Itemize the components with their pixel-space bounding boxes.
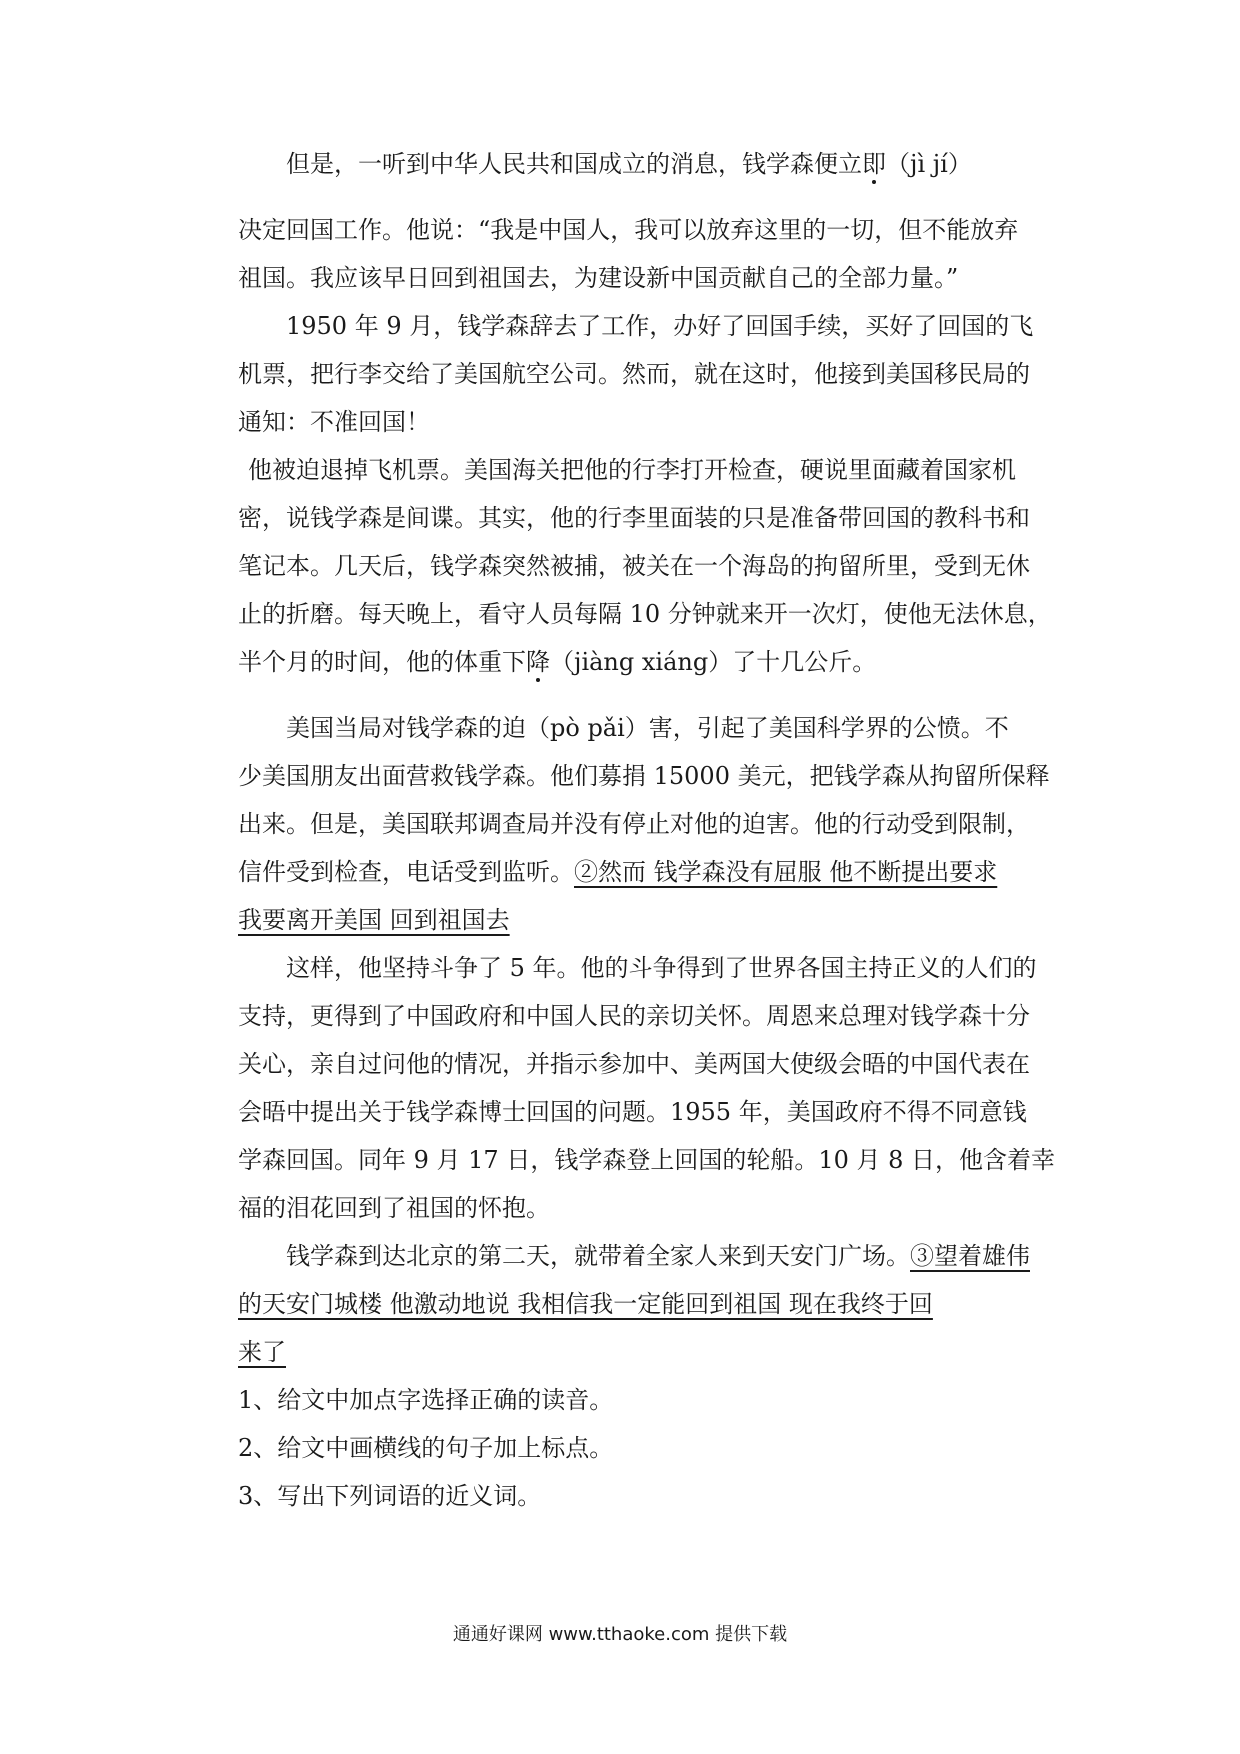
paragraph-1-line-3: 祖国。我应该早日回到祖国去，为建设新中国贡献自己的全部力量。”	[238, 264, 959, 292]
paragraph-2-line-1: 1950 年 9 月，钱学森辞去了工作，办好了回国手续，买好了回国的飞	[286, 312, 1034, 340]
paragraph-4-line-3: 出来。但是，美国联邦调查局并没有停止对他的迫害。他的行动受到限制，	[238, 810, 1030, 838]
paragraph-6-line-1: 钱学森到达北京的第二天，就带着全家人来到天安门广场。③望着雄伟	[286, 1242, 1030, 1270]
dotted-char: 即	[862, 150, 886, 178]
paragraph-5-line-2: 支持，更得到了中国政府和中国人民的亲切关怀。周恩来总理对钱学森十分	[238, 1002, 1030, 1030]
paragraph-5-line-1: 这样，他坚持斗争了 5 年。他的斗争得到了世界各国主持正义的人们的	[286, 954, 1037, 982]
paragraph-2-line-3: 通知：不准回国！	[238, 408, 430, 436]
page-footer: 通通好课网 www.tthaoke.com 提供下载	[452, 1624, 788, 1645]
underlined-sentence-3: ③望着雄伟	[910, 1242, 1030, 1270]
paragraph-4-line-5	[238, 896, 1048, 944]
paragraph-3-line-5: 半个月的时间，他的体重下降（jiàng xiáng）了十几公斤。	[238, 648, 877, 676]
question-2: 2、给文中画横线的句子加上标点。	[238, 1434, 614, 1462]
paragraph-5-line-3: 关心，亲自过问他的情况，并指示参加中、美两国大使级会晤的中国代表在	[238, 1050, 1030, 1078]
question-1: 1、给文中加点字选择正确的读音。	[238, 1386, 614, 1414]
dotted-char: 降	[526, 648, 550, 676]
paragraph-3-line-3: 笔记本。几天后，钱学森突然被捕，被关在一个海岛的拘留所里，受到无休	[238, 552, 1030, 580]
question-3: 3、写出下列词语的近义词。	[238, 1482, 542, 1510]
underlined-sentence-3-cont: 的天安门城楼 他激动地说 我相信我一定能回到祖国 现在我终于回	[238, 1290, 933, 1318]
paragraph-3-line-1: 他被迫退掉飞机票。美国海关把他的行李打开检查，硬说里面藏着国家机	[248, 456, 1016, 484]
paragraph-2-line-2: 机票，把行李交给了美国航空公司。然而，就在这时，他接到美国移民局的	[238, 360, 1030, 388]
paragraph-6-line-2	[238, 1280, 1048, 1328]
paragraph-1-line-1: 但是，一听到中华人民共和国成立的消息，钱学森便立即（jì jí）	[286, 150, 972, 178]
underlined-sentence-2-cont: 我要离开美国 回到祖国去	[238, 906, 510, 934]
underlined-sentence-2: ②然而 钱学森没有屈服 他不断提出要求	[574, 858, 998, 886]
underlined-sentence-3-end: 来了	[238, 1338, 286, 1366]
paragraph-5-line-4: 会晤中提出关于钱学森博士回国的问题。1955 年，美国政府不得不同意钱	[238, 1098, 1027, 1126]
paragraph-4-line-2: 少美国朋友出面营救钱学森。他们募捐 15000 美元，把钱学森从拘留所保释	[238, 762, 1050, 790]
paragraph-6-line-3	[238, 1328, 1048, 1376]
paragraph-5-line-5: 学森回国。同年 9 月 17 日，钱学森登上回国的轮船。10 月 8 日，他含着幸	[238, 1146, 1056, 1174]
paragraph-3-line-2: 密，说钱学森是间谍。其实，他的行李里面装的只是准备带回国的教科书和	[238, 504, 1030, 532]
paragraph-1-line-2: 决定回国工作。他说：“我是中国人，我可以放弃这里的一切，但不能放弃	[238, 216, 1019, 244]
paragraph-4-line-1: 美国当局对钱学森的迫（pò pǎi）害，引起了美国科学界的公愤。不	[286, 714, 1009, 742]
paragraph-3-line-4: 止的折磨。每天晚上，看守人员每隔 10 分钟就来开一次灯，使他无法休息，	[238, 600, 1052, 628]
paragraph-5-line-6: 福的泪花回到了祖国的怀抱。	[238, 1194, 550, 1222]
paragraph-4-line-4: 信件受到检查，电话受到监听。②然而 钱学森没有屈服 他不断提出要求	[238, 858, 998, 886]
passage-block-1	[238, 140, 1056, 1520]
